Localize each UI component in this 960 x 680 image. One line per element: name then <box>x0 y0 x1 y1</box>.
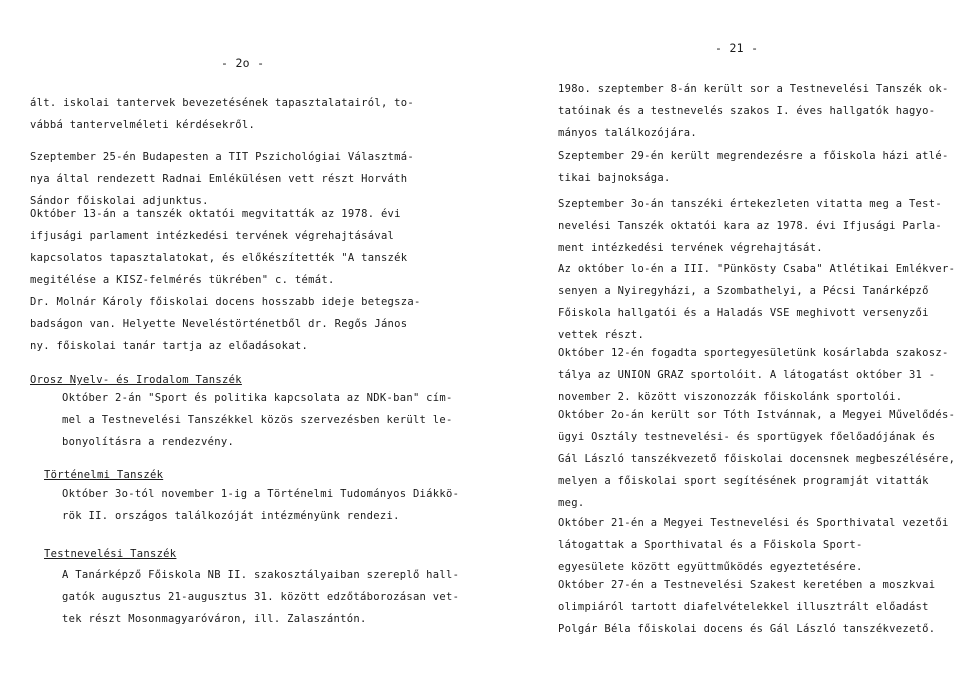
section-heading: Testnevelési Tanszék <box>44 548 177 560</box>
text-line: Dr. Molnár Károly főiskolai docens hosszabb ideje betegsza- <box>30 296 421 308</box>
text-line: Október 13-án a tanszék oktatói megvitatták az 1978. évi <box>30 208 401 220</box>
text-line: november 2. között viszonozzák főiskolánk sportolói. <box>558 391 903 403</box>
right-page <box>480 0 960 680</box>
text-line: mel a Testnevelési Tanszékkel közös szervezésben került le- <box>62 414 453 426</box>
text-line: Sándor főiskolai adjunktus. <box>30 195 209 207</box>
text-line: Gál László tanszékvezető főiskolai docensnek megbeszélésére, <box>558 453 956 465</box>
text-line: Október 27-én a Testnevelési Szakest keretében a moszkvai <box>558 579 936 591</box>
section-heading: Orosz Nyelv- és Irodalom Tanszék <box>30 374 242 386</box>
paragraph <box>30 291 421 357</box>
text-line: Október 2o-án került sor Tóth Istvánnak, a Megyei Művelődés- <box>558 409 956 421</box>
paragraph <box>558 193 942 259</box>
paragraph <box>558 342 949 408</box>
paragraph <box>62 564 459 630</box>
text-line: gatók augusztus 21-augusztus 31. között edzőtáborozásan vet- <box>62 591 460 603</box>
page-number: - 2o - <box>221 56 265 70</box>
paragraph <box>62 483 459 527</box>
text-line: vábbá tantervelméleti kérdésekről. <box>30 119 256 131</box>
text-line: Az október lo-én a III. "Pünkösty Csaba" Atlétikai Emlékver- <box>558 263 956 275</box>
text-line: Október 3o-tól november 1-ig a Történelmi Tudományos Diákkö- <box>62 488 460 500</box>
paragraph <box>558 512 949 578</box>
text-line: Szeptember 29-én került megrendezésre a főiskola házi atlé- <box>558 150 949 162</box>
paragraph <box>558 404 955 514</box>
text-line: 198o. szeptember 8-án került sor a Testnevelési Tanszék ok- <box>558 83 949 95</box>
text-line: Október 21-én a Megyei Testnevelési és Sporthivatal vezetői <box>558 517 949 529</box>
text-line: tikai bajnoksága. <box>558 172 671 184</box>
text-line: vettek részt. <box>558 329 645 341</box>
text-line: senyen a Nyiregyházi, a Szombathelyi, a Pécsi Tanárképző <box>558 285 929 297</box>
text-line: tatóinak és a testnevelés szakos I. éves hallgatók hagyo- <box>558 105 936 117</box>
text-line: tálya az UNION GRAZ sportolóit. A látogatást október 31 - <box>558 369 936 381</box>
paragraph <box>30 203 407 291</box>
text-line: Október 2-án "Sport és politika kapcsolata az NDK-ban" cím- <box>62 392 453 404</box>
section-heading: Történelmi Tanszék <box>44 469 164 481</box>
paragraph <box>558 258 955 346</box>
text-line: bonyolításra a rendezvény. <box>62 436 235 448</box>
text-line: egyesülete között együttműködés egyeztetésére. <box>558 561 863 573</box>
text-line: nevelési Tanszék oktatói kara az 1978. évi Ifjusági Parla- <box>558 220 943 232</box>
text-line: nya által rendezett Radnai Emlékülésen vett részt Horváth <box>30 173 408 185</box>
paragraph <box>62 387 453 453</box>
text-line: Polgár Béla főiskolai docens és Gál László tanszékvezető. <box>558 623 936 635</box>
paragraph <box>558 78 949 144</box>
text-line: meg. <box>558 497 585 509</box>
text-line: mányos találkozójára. <box>558 127 698 139</box>
page-number: - 21 - <box>715 41 759 55</box>
text-line: kapcsolatos tapasztalatokat, és előkészítették "A tanszék <box>30 252 408 264</box>
text-line: ment intézkedési tervének végrehajtását. <box>558 242 823 254</box>
text-line: tek részt Mosonmagyaróváron, ill. Zalaszántón. <box>62 613 367 625</box>
text-line: megitélése a KISZ-felmérés tükrében" c. témát. <box>30 274 335 286</box>
text-line: rök II. országos találkozóját intézményünk rendezi. <box>62 510 400 522</box>
text-line: olimpiáról tartott diafelvételekkel illusztrált előadást <box>558 601 929 613</box>
text-line: Szeptember 25-én Budapesten a TIT Pszichológiai Választmá- <box>30 151 415 163</box>
text-line: Szeptember 3o-án tanszéki értekezleten vitatta meg a Test- <box>558 198 943 210</box>
paragraph <box>558 574 935 640</box>
text-line: ifjusági parlament intézkedési tervének végrehajtásával <box>30 230 395 242</box>
text-line: A Tanárképző Főiskola NB II. szakosztályaiban szereplő hall- <box>62 569 460 581</box>
text-line: látogattak a Sporthivatal és a Főiskola Sport- <box>558 539 863 551</box>
text-line: Október 12-én fogadta sportegyesületünk kosárlabda szakosz- <box>558 347 949 359</box>
text-line: ügyi Osztály testnevelési- és sportügyek főelőadójának és <box>558 431 936 443</box>
text-line: badságon van. Helyette Neveléstörténetből dr. Regős János <box>30 318 408 330</box>
paragraph <box>30 92 414 136</box>
text-line: Főiskola hallgatói és a Haladás VSE meghivott versenyzői <box>558 307 929 319</box>
text-line: melyen a főiskolai sport segítésének programját vitatták <box>558 475 929 487</box>
text-line: ny. főiskolai tanár tartja az előadásokat. <box>30 340 309 352</box>
paragraph <box>558 145 949 189</box>
text-line: ált. iskolai tantervek bevezetésének tapasztalatairól, to- <box>30 97 415 109</box>
